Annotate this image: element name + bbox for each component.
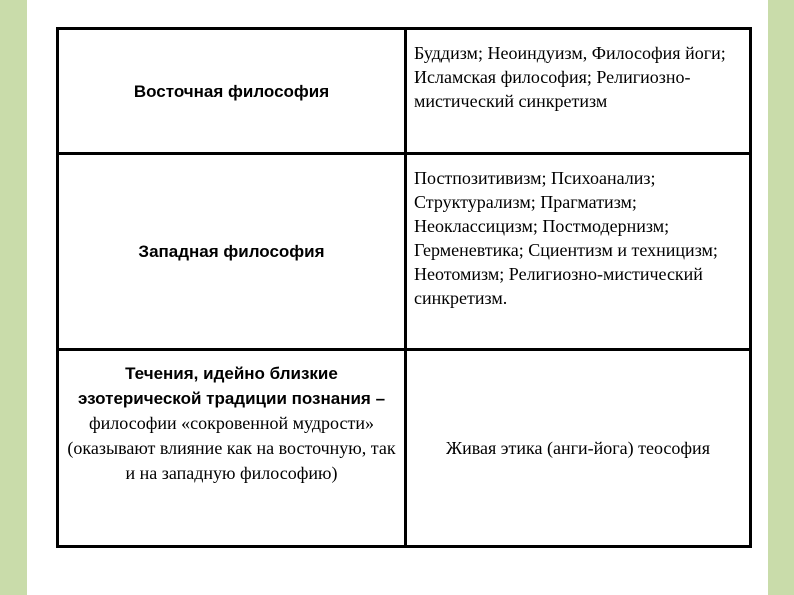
- row-label: Западная философия: [138, 242, 325, 261]
- slide-panel: [27, 0, 768, 595]
- table-cell-left: [58, 350, 406, 547]
- table-cell-left: [58, 154, 406, 350]
- table-cell-right: [406, 350, 751, 547]
- table-row: [58, 29, 751, 154]
- row-label-regular: философии «сокровенной мудрости» (оказывают влияние как на восточную, так и на западную философию): [67, 413, 396, 483]
- row-label-bold: Течения, идейно близкие эзотерической традиции познания –: [77, 364, 386, 408]
- row-content: Постпозитивизм; Психоанализ; Структурализм; Прагматизм; Неоклассицизм; Постмодернизм; Герменевтика; Сциентизм и техницизм; Неотомизм; Религиозно-мистический синкретизм.: [414, 168, 718, 308]
- philosophy-table: [56, 27, 752, 548]
- table-cell-right: [406, 29, 751, 154]
- table-cell-right: [406, 154, 751, 350]
- row-content: Буддизм; Неоиндуизм, Философия йоги; Исламская философия; Религиозно-мистический синкретизм: [414, 43, 726, 111]
- table-row: [58, 154, 751, 350]
- row-label: Восточная философия: [133, 81, 330, 101]
- table-row: [58, 350, 751, 547]
- table-cell-left: [58, 29, 406, 154]
- row-content: Живая этика (анги-йога) теософия: [446, 437, 710, 458]
